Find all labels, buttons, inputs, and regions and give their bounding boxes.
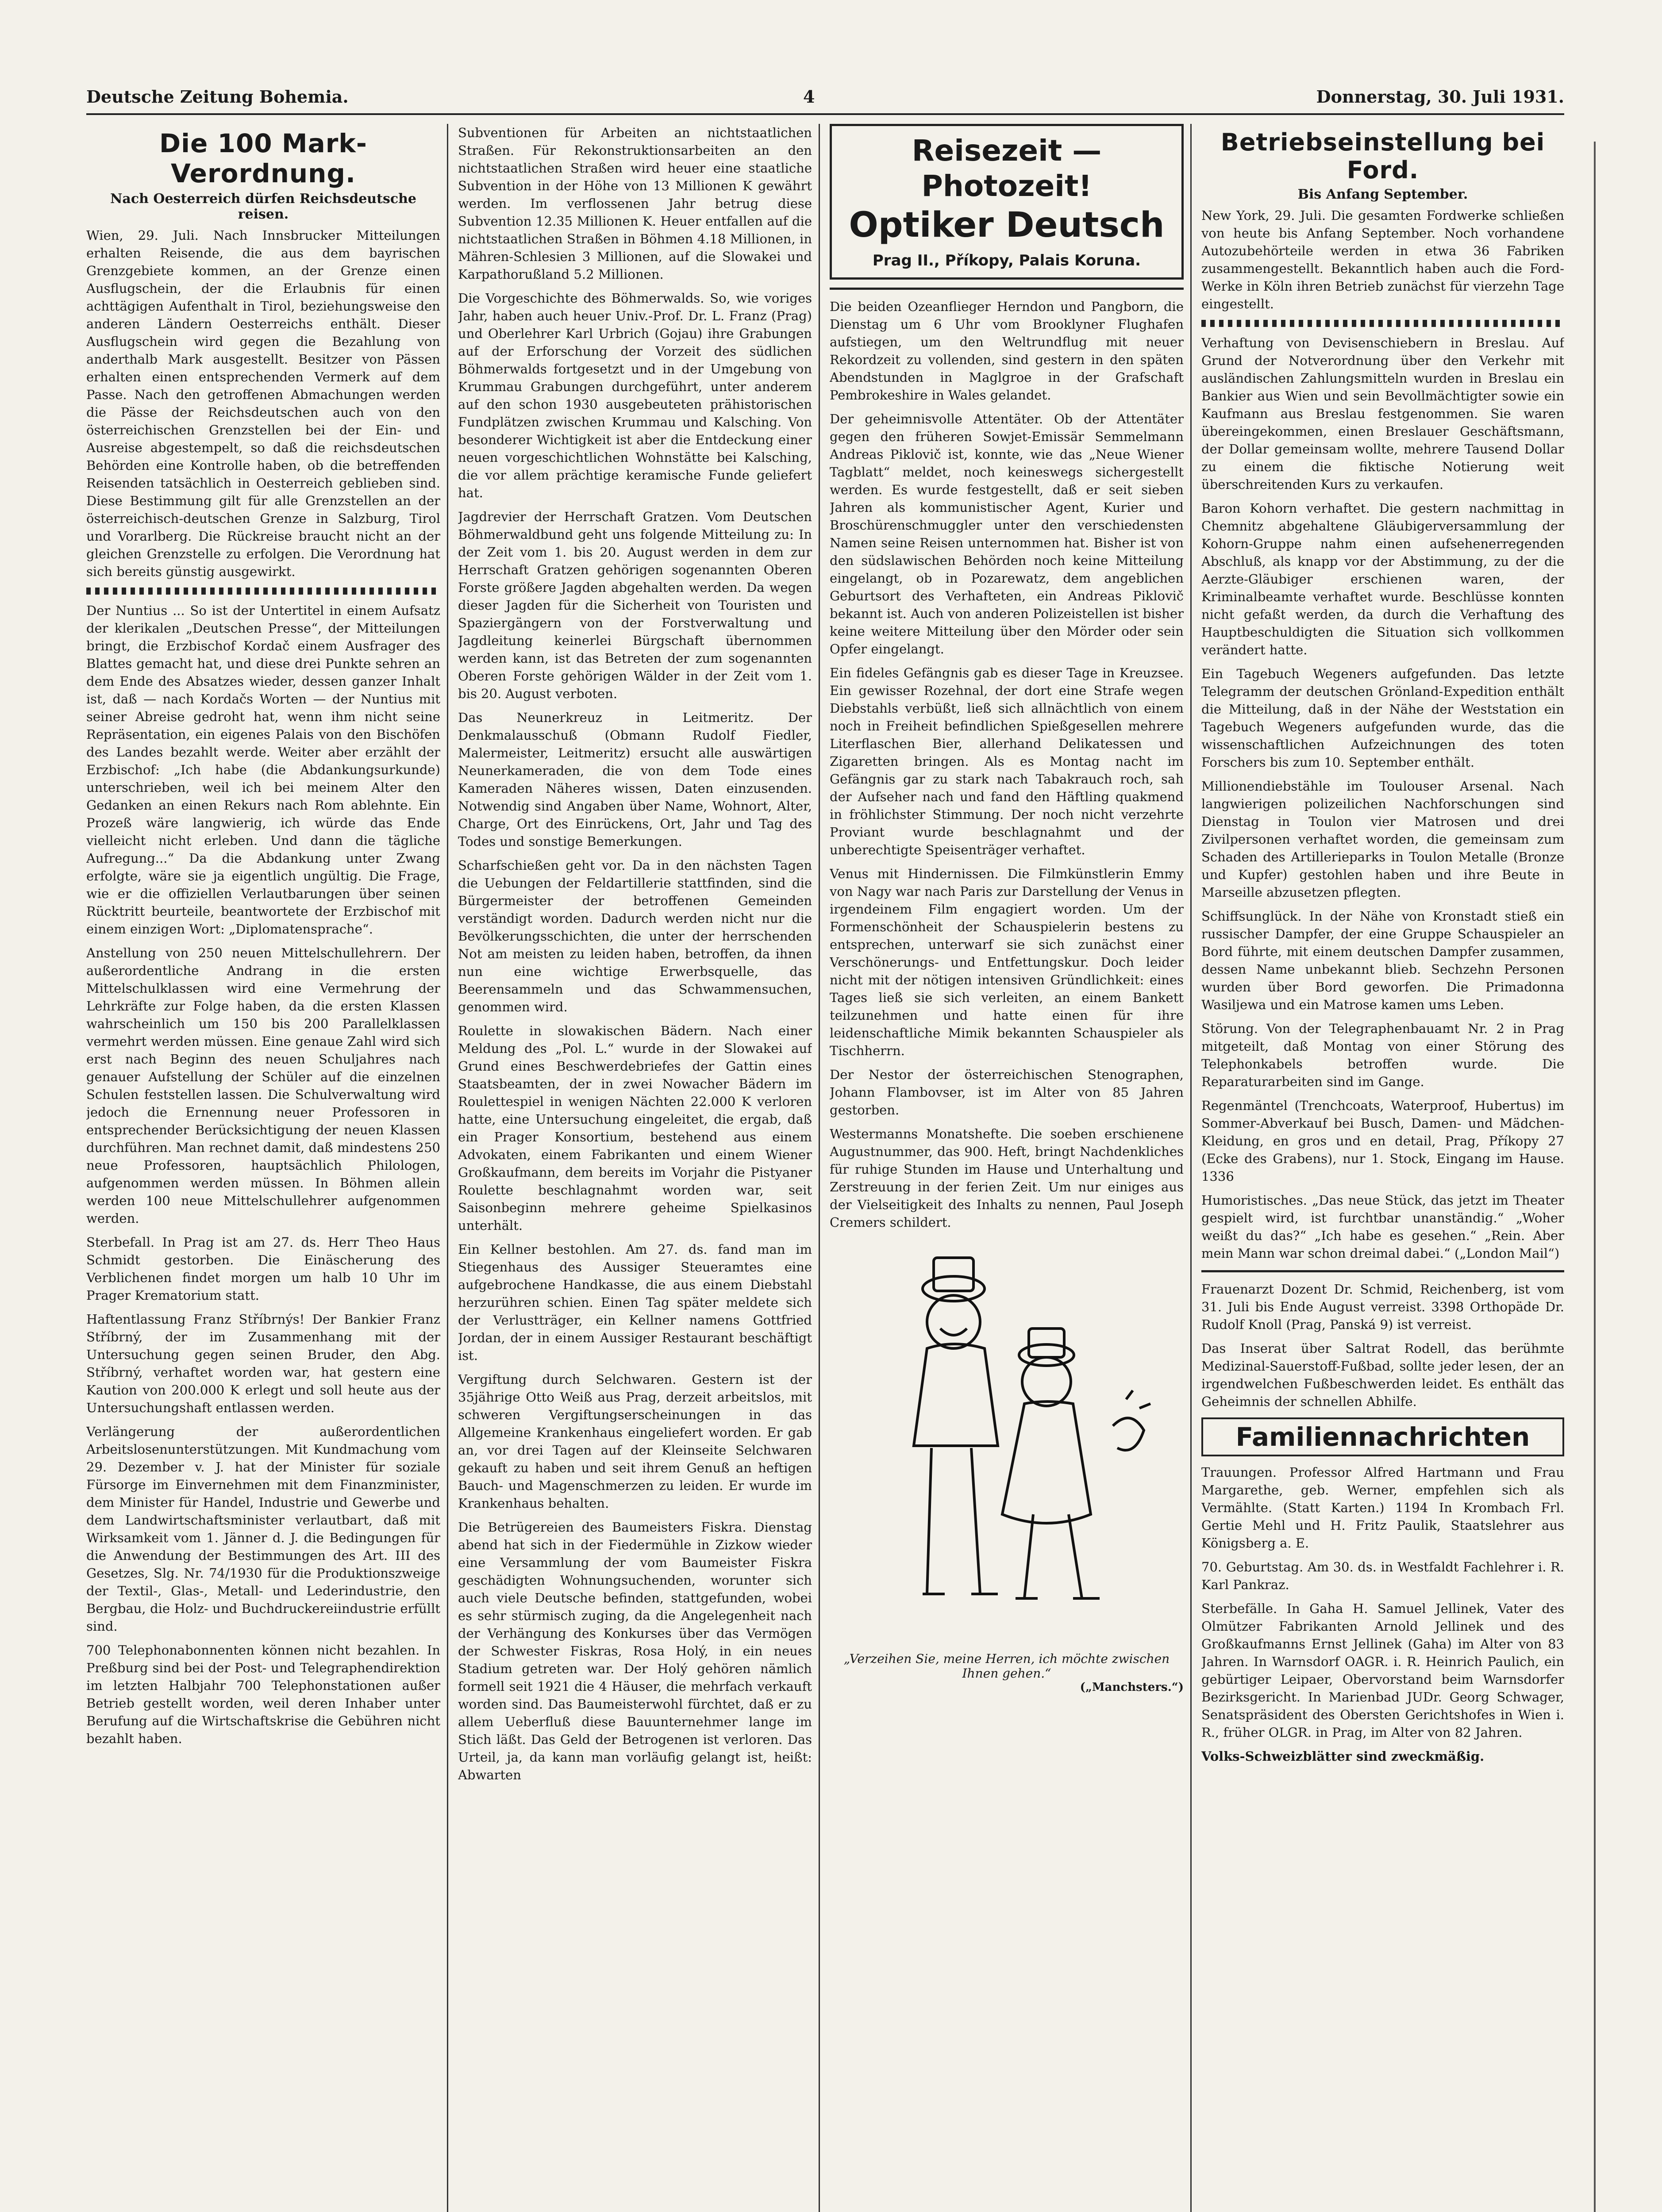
article-text: Störung. Von der Telegraphenbauamt Nr. 2 in Prag mitgeteilt, daß Montag von einer Störung des Telephonkabels betroffen wurde. Die Reparaturarbeiten sind im Gange. bbox=[1201, 1021, 1564, 1089]
article-subtitle-100-mark: Nach Oesterreich dürfen Reichsdeutsche reisen. bbox=[110, 191, 417, 222]
article-text: Jagdrevier der Herrschaft Gratzen. Vom Deutschen Böhmerwaldbund geht uns folgende Mitteilung zu: In der Zeit vom 1. bis 20. August werden in dem zur Herrschaft Gratzen gehörigen sogenannten Oberen Forste größere Jagden abgehalten werden. Da wegen dieser Jagden für die Sicherheit von Touristen und Spaziergängern von der Forstverwaltung und Jagdleitung keinerlei Bürgschaft übernommen werden kann, ist das Betreten der zum sogenannten Oberen Forste gehörigen Wälder in der Zeit vom 1. bis 20. August verboten. bbox=[458, 509, 812, 701]
article-text: Roulette in slowakischen Bädern. Nach einer Meldung des „Pol. L.“ wurde in der Slowakei auf Grund eines Beschwerdebriefes der Gattin eines Staatsbeamten, der in zwei Nowacher Bädern im Roulettespiel in wenigen Nächten 22.000 K verloren hatte, eine Untersuchung eingeleitet, die ergab, daß ein Prager Konsortium, bestehend aus einem Advokaten, einem Fabrikanten und einem Wiener Großkaufmann, dem bereits im Vorjahr die Pistyaner Roulette beschlagnahmt worden war, seit Saisonbeginn mehrere geheime Spielkasinos unterhält. bbox=[458, 1023, 812, 1233]
divider bbox=[1201, 320, 1564, 327]
article-text: Verhaftung von Devisenschiebern in Breslau. Auf Grund der Notverordnung über den Verkehr mit ausländischen Zahlungsmitteln wurden in Breslau ein Bankier aus Wien und sein Bevollmächtigter sowie ein Kaufmann aus Breslau festgenommen. Sie waren übereingekommen, einen Breslauer Geschäftsmann, der Dollar gemeinsam wollte, mehrere Tausend Dollar zu einem die fiktische Notierung weit überschreitenden Kurs zu verkaufen. bbox=[1201, 335, 1564, 492]
article-text: Sterbefall. In Prag ist am 27. ds. Herr Theo Haus Schmidt gestorben. Die Einäscherung des Verblichenen findet morgen um halb 10 Uhr im Prager Krematorium statt. bbox=[86, 1235, 440, 1303]
article-text: Baron Kohorn verhaftet. Die gestern nachmittag in Chemnitz abgehaltene Gläubigerversammlung der Kohorn-Gruppe nahm einen aufsehenerregenden Abschluß, als knapp vor der Abstimmung, zu der die Aerzte-Gläubiger erschienen waren, der Kriminalbeamte verhaftet wurde. Beschlüsse konnten nicht gefaßt werden, da durch die Verhaftung des Hauptbeschuldigten die Situation sich vollkommen verändert hatte. bbox=[1201, 501, 1564, 657]
article-text: Scharfschießen geht vor. Da in den nächsten Tagen die Uebungen der Feldartillerie stattfinden, sind die Bürgermeister der betroffenen Gemeinden verständigt worden. Dadurch werden nicht nur die Bevölkerungsschichten, die unter der herrschenden Not am meisten zu leiden haben, betroffen, da ihnen nun eine wichtige Erwerbsquelle, das Beerensammeln und das Schwammensuchen, genommen wird. bbox=[458, 858, 812, 1014]
article-text: Subventionen für Arbeiten an nichtstaatlichen Straßen. Für Rekonstruktionsarbeiten an den nichtstaatlichen Straßen wird heuer eine staatliche Subvention in der Höhe von 13 Millionen K gewährt werden. Im verflossenen Jahr betrug diese Subvention 12.35 Millionen K. Heuer entfallen auf die nichtstaatlichen Straßen in Böhmen 4.18 Millionen, in Mähren-Schlesien 3 Millionen, auf die Slowakei und Karpathorußland 5.2 Millionen. bbox=[458, 125, 812, 282]
article-text: Haftentlassung Franz Stříbrnýs! Der Bankier Franz Stříbrný, der im Zusammenhang mit der Untersuchung gegen seinen Bruder, den Abg. Stříbrný, verhaftet worden war, hat gestern eine Kaution von 200.000 K erlegt und soll heute aus der Untersuchungshaft entlassen werden. bbox=[86, 1312, 440, 1415]
column-2 bbox=[458, 124, 812, 2212]
article-text: Das Neunerkreuz in Leitmeritz. Der Denkmalausschuß (Obmann Rudolf Fiedler, Malermeister, Leitmeritz) ersucht alle auswärtigen Neunerkameraden, die von dem Tode eines Kameraden Näheres wissen, Daten einzusenden. Notwendig sind Angaben über Name, Wohnort, Alter, Charge, Ort des Einrückens, Ort, Jahr und Tag des Todes und sonstige Bemerkungen. bbox=[458, 710, 812, 849]
article-title-ford: Betriebseinstellung bei Ford. bbox=[1220, 128, 1545, 184]
ad-company: Optiker Deutsch bbox=[849, 205, 1165, 245]
article-text: Humoristisches. „Das neue Stück, das jetzt im Theater gespielt wird, ist furchtbar unanständig.“ „Woher weißt du das?“ „Ich habe es gesehen.“ „Rein. Aber mein Mann war schon dreimal dabei.“ („London Mail“) bbox=[1201, 1193, 1564, 1261]
column-rule-2 bbox=[819, 124, 820, 2212]
article-text: Der Nestor der österreichischen Stenographen, Johann Flambovser, ist im Alter von 85 Jahren gestorben. bbox=[830, 1067, 1184, 1118]
article-text: Westermanns Monatshefte. Die soeben erschienene Augustnummer, das 900. Heft, bringt Nachdenkliches für ruhige Stunden im Hause und Unterhaltung und Zerstreuung in der ferien Zeit. Um nur einiges aus der Vielseitigkeit des Inhalts zu nennen, Paul Joseph Cremers schildert. bbox=[830, 1126, 1184, 1230]
family-news-title: Familiennachrichten bbox=[1201, 1417, 1564, 1456]
article-text: 700 Telephonabonnenten können nicht bezahlen. In Preßburg sind bei der Post- und Telegraphendirektion im letzten Halbjahr 700 Telephonstationen außer Betrieb gestellt worden, weil deren Inhaber unter Berufung auf die Wirtschaftskrise die Gebühren nicht bezahlt haben. bbox=[86, 1643, 440, 1746]
page-header bbox=[86, 87, 1564, 115]
ad-headline: Reisezeit — Photozeit! bbox=[912, 134, 1102, 203]
article-text: Frauenarzt Dozent Dr. Schmid, Reichenberg, ist vom 31. Juli bis Ende August verreist. 3398 Orthopäde Dr. Rudolf Knoll (Prag, Panská 9) ist verreist. bbox=[1201, 1282, 1564, 1332]
article-text: Trauungen. Professor Alfred Hartmann und Frau Margarethe, geb. Werner, empfehlen sich als Vermählte. (Statt Karten.) 1194 In Krombach Frl. Gertie Mehl und H. Fritz Paulik, Staatslehrer aus Königsberg a. E. bbox=[1201, 1465, 1564, 1551]
column-1 bbox=[86, 124, 440, 2212]
article-text: Sterbefälle. In Gaha H. Samuel Jellinek, Vater des Olmützer Fabrikanten Arnold Jellinek und des Großkaufmanns Ernst Jellinek (Gaha) im Alter von 83 Jahren. In Warnsdorf OAGR. i. R. Heinrich Paulich, ein gebürtiger Leipaer, Obervorstand beim Warnsdorfer Bezirksgericht. In Marienbad JUDr. Georg Schwager, Senatspräsident des Obersten Gerichtshofes in Wien i. R., früher OLGR. in Prag, im Alter von 82 Jahren. bbox=[1201, 1601, 1564, 1740]
article-text: Ein Kellner bestohlen. Am 27. ds. fand man im Stiegenhaus des Aussiger Steueramtes eine aufgebrochene Handkasse, die aus einem Diebstahl herzurühren schien. Einen Tag später meldete sich der Verlustträger, ein Kellner namens Gottfried Jordan, der in einem Aussiger Restaurant beschäftigt ist. bbox=[458, 1242, 812, 1363]
page-edge-mark bbox=[1594, 142, 1596, 2212]
article-text: Der Nuntius ... So ist der Untertitel in einem Aufsatz der klerikalen „Deutschen Presse“, der Mitteilungen bringt, die Erzbischof Kordač einem Ausfrager des Blattes gemacht hat, und diese drei Punkte sehren an dem Ende des Absatzes wieder, dessen ganzer Inhalt ist, daß — nach Kordačs Worten — der Nuntius mit seiner Abreise gedroht hat, wenn ihm nicht seine Repräsentation, ein eigenes Palais von den Bischöfen des Landes bezahlt werde. Weiter aber erzählt der Erzbischof: „Ich habe (die Abdankungsurkunde) unterschrieben, weil ich bei meinem Alter den Gedanken an einen Rekurs nach Rom ablehnte. Ein Prozeß wäre langwierig, ich würde das Ende vielleicht nicht erleben. Und dann die tägliche Aufregung...“ Da die Abdankung unter Zwang erfolgte, wäre sie ja eigentlich ungültig. Die Frage, wie er die offiziellen Verlautbarungen über seinen Rücktritt beurteile, beantwortete der Erzbischof mit einem einzigen Wort: „Diplomatensprache“. bbox=[86, 603, 440, 937]
divider bbox=[830, 288, 1184, 290]
article-text: Die Vorgeschichte des Böhmerwalds. So, wie voriges Jahr, haben auch heuer Univ.-Prof. Dr. L. Franz (Prag) und Oberlehrer Karl Urbrich (Gojau) ihre Grabungen auf der Erforschung der Vorzeit des südlichen Böhmerwalds fortgesetzt und in der Umgebung von Krummau Grabungen durchgeführt, unter anderem auf den schon 1930 ausgebeuteten prähistorischen Fundplätzen zwischen Krummau und Kalsching. Von besonderer Wichtigkeit ist aber die Entdeckung einer neuen vorgeschichtlichen Wohnstätte bei Kalsching, die vor allem prächtige keramische Funde geliefert hat. bbox=[458, 291, 812, 500]
column-3 bbox=[830, 124, 1184, 2212]
article-text: New York, 29. Juli. Die gesamten Fordwerke schließen von heute bis Anfang September. Noch vorhandene Autozubehörteile werden in etwa 36 Fabriken zusammengestellt. Bekanntlich haben auch die Ford-Werke in Köln ihren Betrieb zunächst für vierzehn Tage eingestellt. bbox=[1201, 208, 1564, 311]
article-text: Ein fideles Gefängnis gab es dieser Tage in Kreuzsee. Ein gewisser Rozehnal, der dort eine Strafe wegen Diebstahls verbüßt, ließ sich allnächtlich von einem noch in Freiheit befindlichen Spießgesellen mehrere Literflaschen Bier, allerhand Delikatessen und Zigaretten bringen. Als es Montag nacht im Gefängnis gar zu stark nach Tabakrauch roch, sah der Aufseher nach und fand den Häftling quakmend in fröhlichster Stimmung. Der noch nicht verzehrte Proviant wurde beschlagnahmt und der unberechtigte Speisenträger verhaftet. bbox=[830, 665, 1184, 857]
article-text: Der geheimnisvolle Attentäter. Ob der Attentäter gegen den früheren Sowjet-Emissär Semmelmann Andreas Piklovič ist, konnte, wie das „Neue Wiener Tagblatt“ meldet, noch keineswegs sichergestellt werden. Es wurde festgestellt, daß er seit sieben Jahren als kommunistischer Agent, Kurier und Broschürenschmuggler unter den verschiedensten Namen seine Reisen unternommen hat. Bisher ist von den südslawischen Behörden noch keine Mitteilung eingelangt, ob in Pozarewatz, dem angeblichen Geburtsort des Verhafteten, ein Andreas Piklovič bekannt ist. Auch von anderen Polizeistellen ist bisher keine weitere Mitteilung über den Mörder oder sein Opfer eingelangt. bbox=[830, 411, 1184, 657]
article-text: Die Betrügereien des Baumeisters Fiskra. Dienstag abend hat sich in der Fiedermühle in Zizkow wieder eine Versammlung der vom Baumeister Fiskra geschädigten Wohnungsuchenden, worunter sich auch viele Deutsche befinden, stattgefunden, wobei es sehr stürmisch zuging, da die Angelegenheit nach der Verhängung des Konkurses über das Vermögen der Schwester Fiskras, Rosa Holý, in ein neues Stadium getreten war. Der Holý gehören nämlich formell seit 1921 die 4 Häuser, die mehrfach verkauft worden sind. Das Baumeisterwohl fürchtet, daß er zu allem Ueberfluß diese Bauunternehmer lange im Stich läßt. Das Geld der Betrogenen ist verloren. Das Urteil, ja, da kann man vorläufig gelangt ist, heißt: Abwarten bbox=[458, 1520, 812, 1782]
article-title-100-mark: Die 100 Mark-Verordnung. bbox=[159, 128, 367, 188]
article-text: Venus mit Hindernissen. Die Filmkünstlerin Emmy von Nagy war nach Paris zur Darstellung der Venus in irgendeinem Film engagiert worden. Um der Formenschönheit der Schauspielerin bestens zu entsprechen, unterwarf sie sich zunächst einer Verschönerungs- und Entfettungskur. Doch leider nicht mit der nötigen intensiven Gründlichkeit: eines Tages ließ sie sich verleiten, an einem Bankett teilzunehmen und hatte einen für ihre leidenschaftliche Mimik bekannten Schauspieler als Tischherrn. bbox=[830, 866, 1184, 1058]
column-rule-1 bbox=[447, 124, 448, 2212]
article-text: Schiffsunglück. In der Nähe von Kronstadt stieß ein russischer Dampfer, der eine Gruppe Schauspieler an Bord führte, mit einem deutschen Dampfer zusammen, dessen Name unbekannt blieb. Sechzehn Personen wurden über Bord geworfen. Die Primadonna Wasiljewa und ein Matrose kamen ums Leben. bbox=[1201, 909, 1564, 1012]
article-text: Ein Tagebuch Wegeners aufgefunden. Das letzte Telegramm der deutschen Grönland-Expedition enthält die Mitteilung, daß in der Nähe der Weststation ein Tagebuch Wegeners aufgefunden wurde, das die wissenschaftlichen Aufzeichnungen des toten Forschers bis zum 10. September enthält. bbox=[1201, 666, 1564, 770]
article-text: Wien, 29. Juli. Nach Innsbrucker Mitteilungen erhalten Reisende, die aus dem bayrischen Grenzgebiete kommen, an der Grenze einen Ausflugschein, der die Erlaubnis für einen achttägigen Aufenthalt in Tirol, beziehungsweise den anderen Ländern Oesterreichs enthält. Dieser Ausflugschein wird gegen die Bezahlung von anderthalb Mark ausgestellt. Besitzer von Pässen erhalten einen entsprechenden Vermerk auf dem Passe. Nach den getroffenen Abmachungen werden die Pässe der Reichsdeutschen auch von den österreichischen Grenzstellen bei der Ein- und Ausreise abgestempelt, so daß die reichsdeutschen Behörden eine Kontrolle haben, ob die betreffenden Reisenden tatsächlich in Oesterreich geblieben sind. Diese Bestimmung gilt für alle Grenzstellen an der österreichisch-deutschen Grenze in Salzburg, Tirol und Vorarlberg. Die Rückreise braucht nicht an der gleichen Grenzstelle zu erfolgen. Die Verordnung hat sich bereits günstig ausgewirkt. bbox=[86, 228, 440, 579]
divider bbox=[86, 588, 440, 595]
article-text: Millionendiebstähle im Toulouser Arsenal. Nach langwierigen polizeilichen Nachforschungen sind Dienstag in Toulon vier Matrosen und drei Zivilpersonen verhaftet worden, die gemeinsam zum Schaden des Artillerieparks in Toulon Metalle (Bronze und Kupfer) gestohlen haben und ihre Beute in Marseille abzusetzen pflegten. bbox=[1201, 779, 1564, 900]
article-text: Das Inserat über Saltrat Rodell, das berühmte Medizinal-Sauerstoff-Fußbad, sollte jeder lesen, der an irgendwelchen Fußbeschwerden leidet. Es enthält das Geheimnis der schnellen Abhilfe. bbox=[1201, 1341, 1564, 1409]
cartoon-caption: „Verzeihen Sie, meine Herren, ich möchte zwischen Ihnen gehen.“ bbox=[843, 1651, 1170, 1681]
footer-ad-line: Volks-Schweizblätter sind zweckmäßig. bbox=[1201, 1749, 1485, 1764]
column-4 bbox=[1201, 124, 1564, 2212]
divider bbox=[1201, 1270, 1564, 1272]
article-text: Anstellung von 250 neuen Mittelschullehrern. Der außerordentliche Andrang in die ersten Mittelschulklassen wird eine Vermehrung der Lehrkräfte zur Folge haben, da die ersten Klassen wahrscheinlich um 150 bis 200 Parallelklassen vermehrt werden müssen. Eine genaue Zahl wird sich erst nach Beginn des neuen Schuljahres nach genauer Aufstellung der Schüler auf die einzelnen Schulen feststellen lassen. Die Schulverwaltung wird jedoch die Ernennung neuer Professoren in entsprechender Berücksichtigung der neuen Klassen durchführen. Man rechnet damit, daß mindestens 250 neue Professoren, hauptsächlich Philologen, aufgenommen werden müssen. In Böhmen allein werden 100 neue Mittelschullehrer aufgenommen werden. bbox=[86, 945, 440, 1226]
optiker-advertisement bbox=[830, 124, 1184, 280]
column-rule-3 bbox=[1190, 124, 1192, 2212]
article-subtitle-ford: Bis Anfang September. bbox=[1297, 187, 1468, 202]
cartoon-source: („Manchsters.“) bbox=[1080, 1681, 1184, 1694]
article-text: 70. Geburtstag. Am 30. ds. in Westfaldt Fachlehrer i. R. Karl Pankraz. bbox=[1201, 1559, 1564, 1592]
page-number: 4 bbox=[803, 87, 815, 107]
issue-date: Donnerstag, 30. Juli 1931. bbox=[1316, 87, 1564, 107]
ad-address: Prag II., Příkopy, Palais Koruna. bbox=[872, 252, 1141, 269]
newspaper-name: Deutsche Zeitung Bohemia. bbox=[86, 87, 349, 107]
article-text: Die beiden Ozeanflieger Herndon und Pangborn, die Dienstag um 6 Uhr vom Brooklyner Flughafen aufstiegen, um den Weltrundflug mit neuer Rekordzeit zu vollenden, sind gestern in den späten Abendstunden in Maglgroe in der Grafschaft Pembrokeshire in Wales gelandet. bbox=[830, 299, 1184, 403]
article-text: Verlängerung der außerordentlichen Arbeitslosenunterstützungen. Mit Kundmachung vom 29. Dezember v. J. hat der Minister für soziale Fürsorge im Einvernehmen mit dem Finanzminister, dem Minister für Handel, Industrie und Gewerbe und dem Landwirtschaftsminister verlautbart, daß mit Wirksamkeit vom 1. Jänner d. J. die Bedingungen für die Anwendung der Bestimmungen des Art. III des Gesetzes, Slg. Nr. 74/1930 für die Produktionszweige der Textil-, Glas-, Metall- und Lederindustrie, den Bergbau, die Holz- und Buchdruckereiindustrie erfüllt sind. bbox=[86, 1424, 440, 1634]
article-text: Vergiftung durch Selchwaren. Gestern ist der 35jährige Otto Weiß aus Prag, derzeit arbeitslos, mit schweren Vergiftungserscheinungen in das Allgemeine Krankenhaus eingeliefert worden. Er gab an, vor drei Tagen auf der Kleinseite Selchwaren gekauft zu haben und seit ihrem Genuß an heftigen Bauch- und Magenschmerzen zu leiden. Er wurde im Krankenhaus behalten. bbox=[458, 1372, 812, 1511]
cartoon-illustration bbox=[839, 1240, 1175, 1647]
article-text: Regenmäntel (Trenchcoats, Waterproof, Hubertus) im Sommer-Abverkauf bei Busch, Damen- und Mädchen-Kleidung, en gros und en detail, Prag, Příkopy 27 (Ecke des Grabens), nur 1. Stock, Eingang im Hause. 1336 bbox=[1201, 1098, 1564, 1184]
